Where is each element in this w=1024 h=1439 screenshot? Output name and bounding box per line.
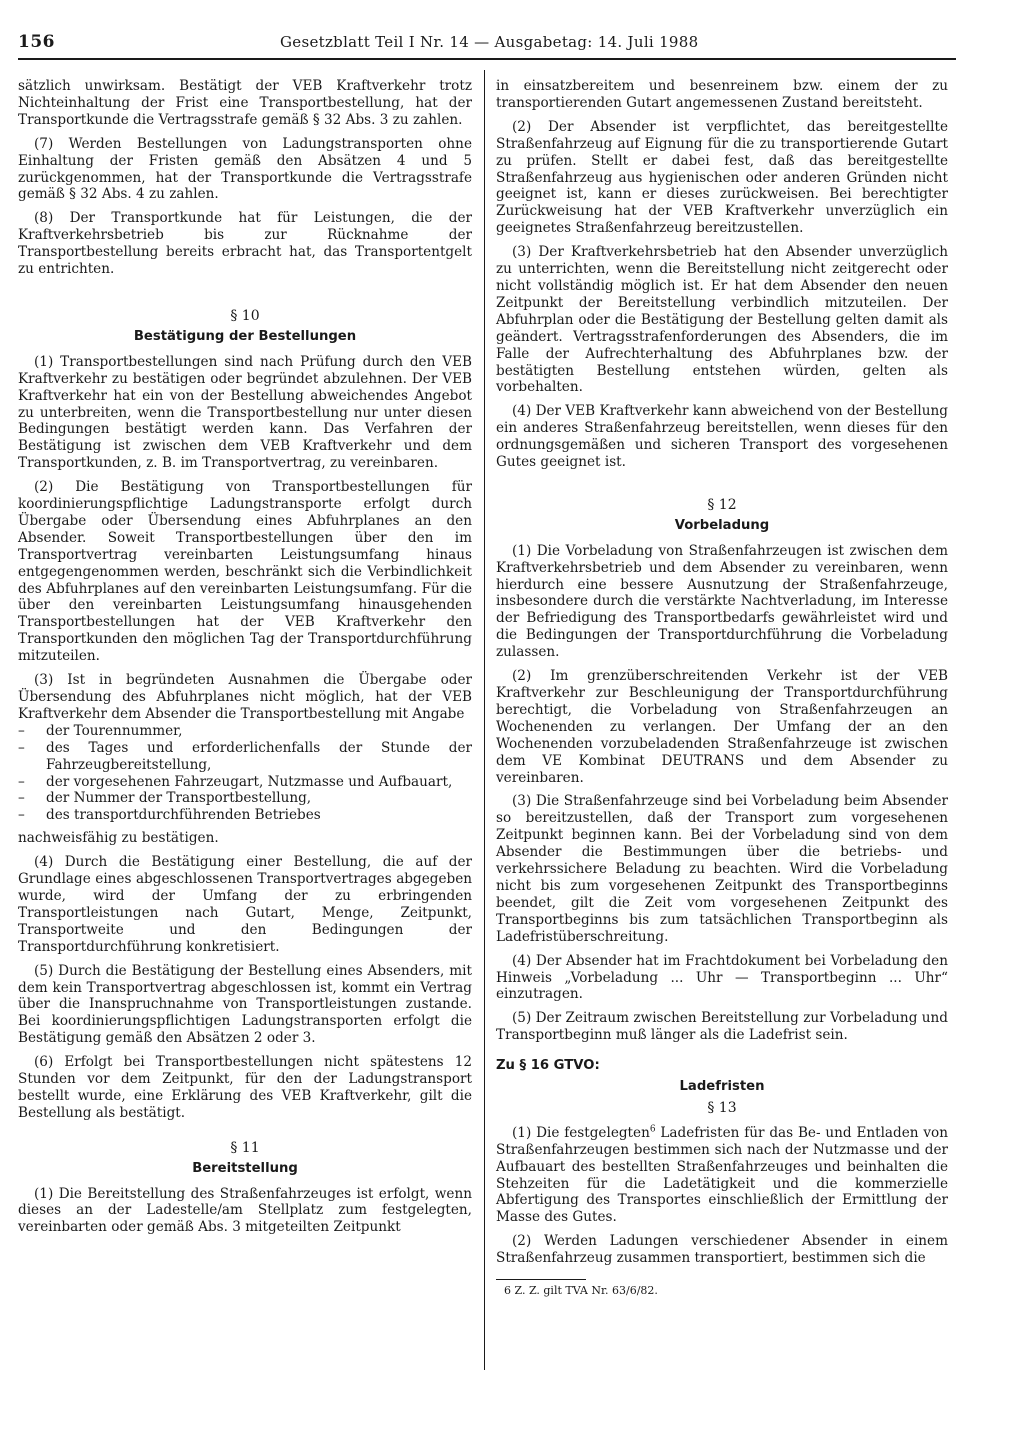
list-item-text: der vorgesehenen Fahrzeugart, Nutzmasse und Aufbauart, xyxy=(46,773,453,790)
section-title: Vorbeladung xyxy=(674,517,770,533)
section-number: § 13 xyxy=(707,1099,737,1116)
section-title: Ladefristen xyxy=(679,1079,765,1095)
section-title: Bestätigung der Bestellungen xyxy=(133,328,357,344)
paragraph: (4) Der VEB Kraftverkehr kann abweichend von der Bestellung ein anderes Straßenfahrzeug bereitstellen, wenn dieses für den ordnungsgemäßen und sicheren Transport des vorgesehenen Gutes geeignet ist. xyxy=(496,403,948,471)
paragraph: (7) Werden Bestellungen von Ladungstransporten ohne Einhaltung der Fristen gemäß den Absätzen 4 und 5 zurückgenommen, hat der Transportkunde die Vertragsstrafe gemäß § 32 Abs. 4 zu zahlen. xyxy=(18,135,472,203)
list-item-text: des Tages und erforderlichenfalls der Stunde der Fahrzeugbereitstellung, xyxy=(46,739,472,773)
footnote: 6 Z. Z. gilt TVA Nr. 63/6/82. xyxy=(504,1284,658,1298)
paragraph: in einsatzbereitem und besenreinem bzw. einem der zu transportierenden Gutart angemessenen Zustand bereitsteht. xyxy=(496,78,948,111)
dash-marker: – xyxy=(18,807,25,824)
paragraph: (2) Der Absender ist verpflichtet, das bereitgestellte Straßenfahrzeug auf Eignung für die zu transportierende Gutart zu prüfen. Stellt er dabei fest, daß das bereitgestellte Straßenfahrzeug aus hygienischen oder anderen Gründen nicht geeignet ist, kann er dieses zurückweisen. Bei berechtigter Zurückweisung hat der VEB Kraftverkehr unverzüglich ein geeignetes Straßenfahrzeug bereitzustellen. xyxy=(496,118,948,237)
section-number: § 12 xyxy=(707,496,737,513)
list-item xyxy=(18,740,472,774)
paragraph: (2) Die Bestätigung von Transportbestellungen für koordinierungspflichtige Ladungstransporte erfolgt durch Übergabe oder Übersendung eines Abfuhrplanes an den Absender. Soweit Transportbestellungen über den im Transportvertrag vereinbarten Leistungsumfang hinaus entgegengenommen werden, beschränkt sich die Verbindlichkeit des Abfuhrplanes auf den vereinbarten Leistungsumfang. Für die über den vereinbarten Leistungsumfang hinausgehenden Transportbestellungen hat der VEB Kraftverkehr den Transportkunden den möglichen Tag der Transportdurchführung mitzuteilen. xyxy=(18,479,472,665)
dash-list xyxy=(18,723,472,824)
left-column xyxy=(18,78,472,1243)
running-title: Gesetzblatt Teil I Nr. 14 — Ausgabetag: 14. Juli 1988 xyxy=(280,33,699,51)
list-item xyxy=(18,774,472,791)
paragraph: (5) Durch die Bestätigung der Bestellung eines Absenders, mit dem kein Transportvertrag abgeschlossen ist, kommt ein Vertrag über die Inanspruchnahme von Transportleistungen zustande. Bei koordinierungspflichtigen Ladungstransporten erfolgt die Bestätigung gemäß den Absätzen 2 oder 3. xyxy=(18,962,472,1047)
section-title: Bereitstellung xyxy=(192,1160,298,1176)
paragraph: (6) Erfolgt bei Transportbestellungen nicht spätestens 12 Stunden vor dem Zeitpunkt, für den der Ladungstransport bestellt wurde, eine Erklärung des VEB Kraftverkehr, gilt die Bestellung als bestätigt. xyxy=(18,1054,472,1121)
section-number: § 11 xyxy=(230,1139,260,1156)
paragraph: (3) Der Kraftverkehrsbetrieb hat den Absender unverzüglich zu unterrichten, wenn die Bereitstellung nicht zeitgerecht oder nicht vollständig möglich ist. Er hat dem Absender den neuen Zeitpunkt der Bereitstellung verbindlich mitzuteilen. Der Abfuhrplan oder die Bestätigung der Bestellung gelten damit als geändert. Vertragsstrafenforderungen des Absenders, die im Falle der Aufrechterhaltung des Abfuhrplanes bzw. der bestätigten Bestellung entstehen würden, gelten als vorbehalten. xyxy=(496,244,948,396)
paragraph: (1) Die Bereitstellung des Straßenfahrzeuges ist erfolgt, wenn dieses an der Ladestelle/am Stellplatz zum festgelegten, vereinbarten oder gemäß Abs. 3 mitgeteilten Zeitpunkt xyxy=(18,1185,472,1236)
column-divider xyxy=(484,70,485,1370)
paragraph: (5) Der Zeitraum zwischen Bereitstellung zur Vorbeladung und Transportbeginn muß länger als die Ladefrist sein. xyxy=(496,1010,948,1044)
paragraph: nachweisfähig zu bestätigen. xyxy=(18,830,219,847)
list-item xyxy=(18,790,472,807)
paragraph: (4) Durch die Bestätigung einer Bestellung, die auf der Grundlage eines abgeschlossenen Transportvertrages abgegeben wurde, wird der Umfang der zu erbringenden Transportleistungen nach Gutart, Menge, Zeitpunkt, Transportweite und den Bedingungen der Transportdurchführung konkretisiert. xyxy=(18,854,472,955)
paragraph-text: Ladefristen für das Be- und Entladen von Straßenfahrzeugen bestimmen sich nach der Nutzmasse und der Aufbauart des bestellten Straßenfahrzeuges und beinhalten die Stehzeiten für die Ladetätigkeit und die kommerzielle Abfertigung des Transportes einschließlich der Ermittlung der Masse des Gutes. xyxy=(496,1124,948,1226)
footnote-rule xyxy=(496,1279,586,1280)
regulation-reference-heading: Zu § 16 GTVO: xyxy=(496,1058,600,1074)
dash-marker: – xyxy=(18,790,25,807)
paragraph: (8) Der Transportkunde hat für Leistungen, die der Kraftverkehrsbetrieb bis zur Rücknahme der Transportbestellung bereits erbracht hat, das Transportentgelt zu entrichten. xyxy=(18,210,472,278)
paragraph: (2) Werden Ladungen verschiedener Absender in einem Straßenfahrzeug zusammen transportiert, bestimmen sich die xyxy=(496,1233,948,1267)
list-item xyxy=(18,723,472,740)
paragraph-text: (1) Die festgelegten xyxy=(512,1124,650,1141)
page-number: 156 xyxy=(18,32,55,52)
paragraph: (4) Der Absender hat im Frachtdokument bei Vorbeladung den Hinweis „Vorbeladung ... Uhr — Transportbeginn ... Uhr“ einzutragen. xyxy=(496,952,948,1003)
paragraph: (1) Die Vorbeladung von Straßenfahrzeugen ist zwischen dem Kraftverkehrsbetrieb und dem Absender zu vereinbaren, wenn hierdurch eine bessere Ausnutzung der Straßenfahrzeuge, insbesondere durch die verstärkte Nachtverladung, im Interesse der Befriedigung des Transportbedarfs gewährleistet wird und die Bedingungen der Transportdurchführung die Vorbeladung zulassen. xyxy=(496,542,948,661)
dash-marker: – xyxy=(18,773,25,790)
paragraph: (1) Transportbestellungen sind nach Prüfung durch den VEB Kraftverkehr zu bestätigen oder begründet abzulehnen. Der VEB Kraftverkehr hat ein von der Bestellung abweichendes Angebot zu unterbreiten, wenn die Transportbestellung nur unter diesen Bedingungen bestätigt werden kann. Das Verfahren der Bestätigung ist zwischen dem VEB Kraftverkehr und dem Transportkunden, z. B. im Transportvertrag, zu vereinbaren. xyxy=(18,353,472,472)
list-item-text: des transportdurchführenden Betriebes xyxy=(46,807,321,824)
dash-marker: – xyxy=(18,722,25,739)
paragraph: (3) Die Straßenfahrzeuge sind bei Vorbeladung beim Absender so bereitzustellen, daß der Transport zum vorgesehenen Zeitpunkt beginnen kann. Bei der Vorbeladung sind von dem Absender die Bestimmungen über die betriebs- und verkehrssichere Beladung zu beachten. Wird die Vorbeladung nicht bis zum vorgesehenen Zeitpunkt des Transportbeginns beendet, gilt die Zeit vom vorgesehenen Zeitpunkt des Transportbeginns bis zum tatsächlichen Transportbeginn als Ladefristüberschreitung. xyxy=(496,793,948,945)
paragraph xyxy=(496,1125,948,1226)
page-header xyxy=(18,32,956,60)
dash-marker: – xyxy=(18,739,25,756)
footnote-marker: 6 xyxy=(649,1124,656,1135)
right-column xyxy=(496,78,948,1297)
paragraph: (3) Ist in begründeten Ausnahmen die Übergabe oder Übersendung des Abfuhrplanes nicht möglich, hat der VEB Kraftverkehr dem Absender die Transportbestellung mit Angabe xyxy=(18,672,472,722)
list-item-text: der Tourennummer, xyxy=(46,722,183,739)
paragraph: (2) Im grenzüberschreitenden Verkehr ist der VEB Kraftverkehr zur Beschleunigung der Transportdurchführung berechtigt, die Vorbeladung von Straßenfahrzeugen an Wochenenden zu verlangen. Der Umfang der an den Wochenenden vorzubeladenden Straßenfahrzeuge ist zwischen dem VE Kombinat DEUTRANS und dem Absender zu vereinbaren. xyxy=(496,668,948,786)
paragraph: sätzlich unwirksam. Bestätigt der VEB Kraftverkehr trotz Nichteinhaltung der Frist eine Transportbestellung, hat der Transportkunde die Vertragsstrafe gemäß § 32 Abs. 3 zu zahlen. xyxy=(18,78,472,128)
section-number: § 10 xyxy=(230,307,260,324)
list-item-text: der Nummer der Transportbestellung, xyxy=(46,790,312,807)
list-item xyxy=(18,807,472,824)
